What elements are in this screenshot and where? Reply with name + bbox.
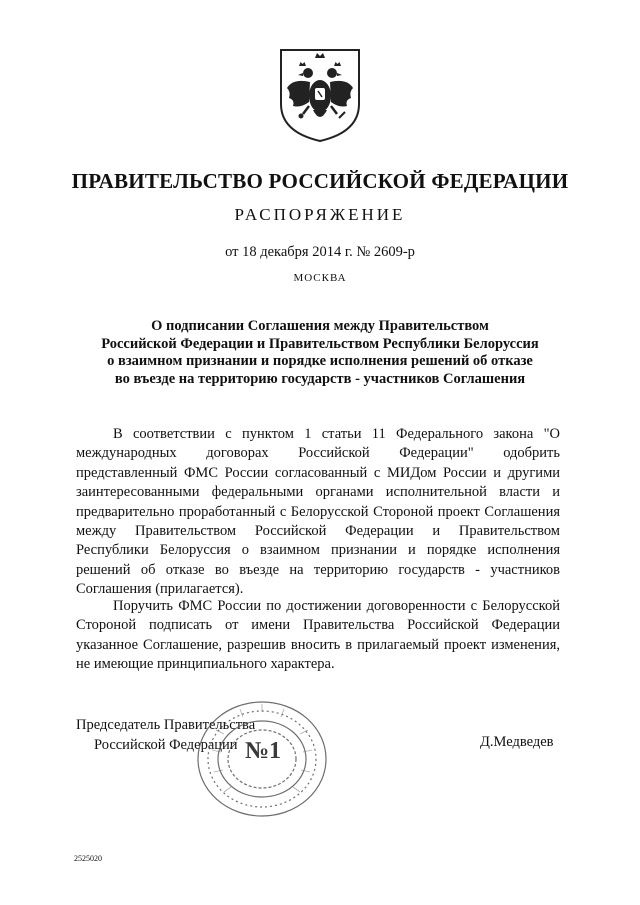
subject-line: о взаимном признании и порядке исполнения решений об отказе [107, 353, 533, 369]
coat-of-arms-icon [275, 46, 365, 144]
document-subject [60, 318, 580, 388]
body-paragraph-1: В соответствии с пунктом 1 статьи 11 Федерального закона "О международных договорах Российской Федерации" одобрить представленный ФМС России согласованный с МИДом России и другими заинтересованными федеральными органами исполнительной власти и предварительно проработанный с Белорусской Стороной проект Соглашения между Правительством Российской Федерации и Правительством Республики Белоруссия о взаимном признании и порядке исполнения решений об отказе во въезде на территорию государств - участников Соглашения (прилагается). [76, 426, 560, 598]
document-type: РАСПОРЯЖЕНИЕ [234, 205, 406, 224]
document-code: 2525020 [74, 854, 102, 863]
body-paragraph-2: Поручить ФМС России по достижении договоренности с Белорусской Стороной подписать от имени Правительства Российской Федерации указанное Соглашение, разрешив вносить в прилагаемый проект изменения, не имеющие принципиального характера. [76, 598, 560, 673]
signatory-title-line: Российской Федерации [94, 737, 238, 753]
signatory-name: Д.Медведев [480, 734, 554, 750]
document-date-number: от 18 декабря 2014 г. № 2609-р [225, 244, 415, 260]
subject-line: О подписании Соглашения между Правительством [151, 318, 489, 334]
government-title: ПРАВИТЕЛЬСТВО РОССИЙСКОЙ ФЕДЕРАЦИИ [71, 169, 569, 193]
subject-line: во въезде на территорию государств - участников Соглашения [114, 370, 526, 387]
subject-line: Российской Федерации и Правительством Республики Белоруссия [101, 335, 539, 352]
signatory-title-line: Председатель Правительства [76, 717, 256, 733]
seal-number: №1 [244, 738, 282, 764]
document-city: МОСКВА [293, 272, 347, 284]
